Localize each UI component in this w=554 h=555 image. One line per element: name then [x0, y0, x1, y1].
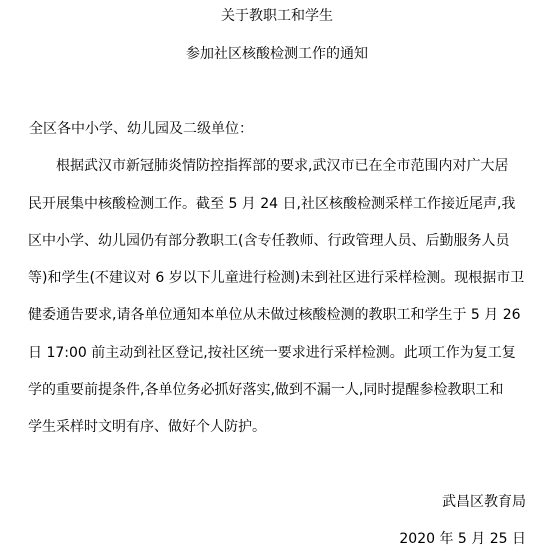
salutation: 全区各中小学、幼儿园及二级单位：: [29, 121, 253, 137]
body-line: 区中小学、幼儿园仍有部分教职工(含专任教师、行政管理人员、后勤服务人员: [28, 233, 510, 249]
document-title-line-1: 关于教职工和学生: [221, 8, 333, 24]
issuer-signature: 武昌区教育局: [442, 494, 526, 510]
body-line: 等)和学生(不建议对 6 岁以下儿童进行检测)未到社区进行采样检测。现根据市卫: [28, 270, 525, 286]
body-line: 民开展集中核酸检测工作。截至 5 月 24 日,社区核酸检测采样工作接近尾声,我: [28, 196, 516, 212]
body-line: 根据武汉市新冠肺炎情防控指挥部的要求,武汉市已在全市范围内对广大居: [28, 158, 509, 174]
body-line: 日 17:00 前主动到社区登记,按社区统一要求进行采样检测。此项工作为复工复: [28, 345, 516, 361]
body-line: 学生采样时文明有序、做好个人防护。: [28, 419, 266, 435]
body-line: 学的重要前提条件,各单位务必抓好落实,做到不漏一人,同时提醒参检教职工和: [28, 382, 504, 398]
issue-date: 2020 年 5 月 25 日: [399, 531, 526, 547]
body-line: 健委通告要求,请各单位通知本单位从未做过核酸检测的教职工和学生于 5 月 26: [28, 307, 521, 323]
document-title-line-2: 参加社区核酸检测工作的通知: [186, 46, 368, 62]
